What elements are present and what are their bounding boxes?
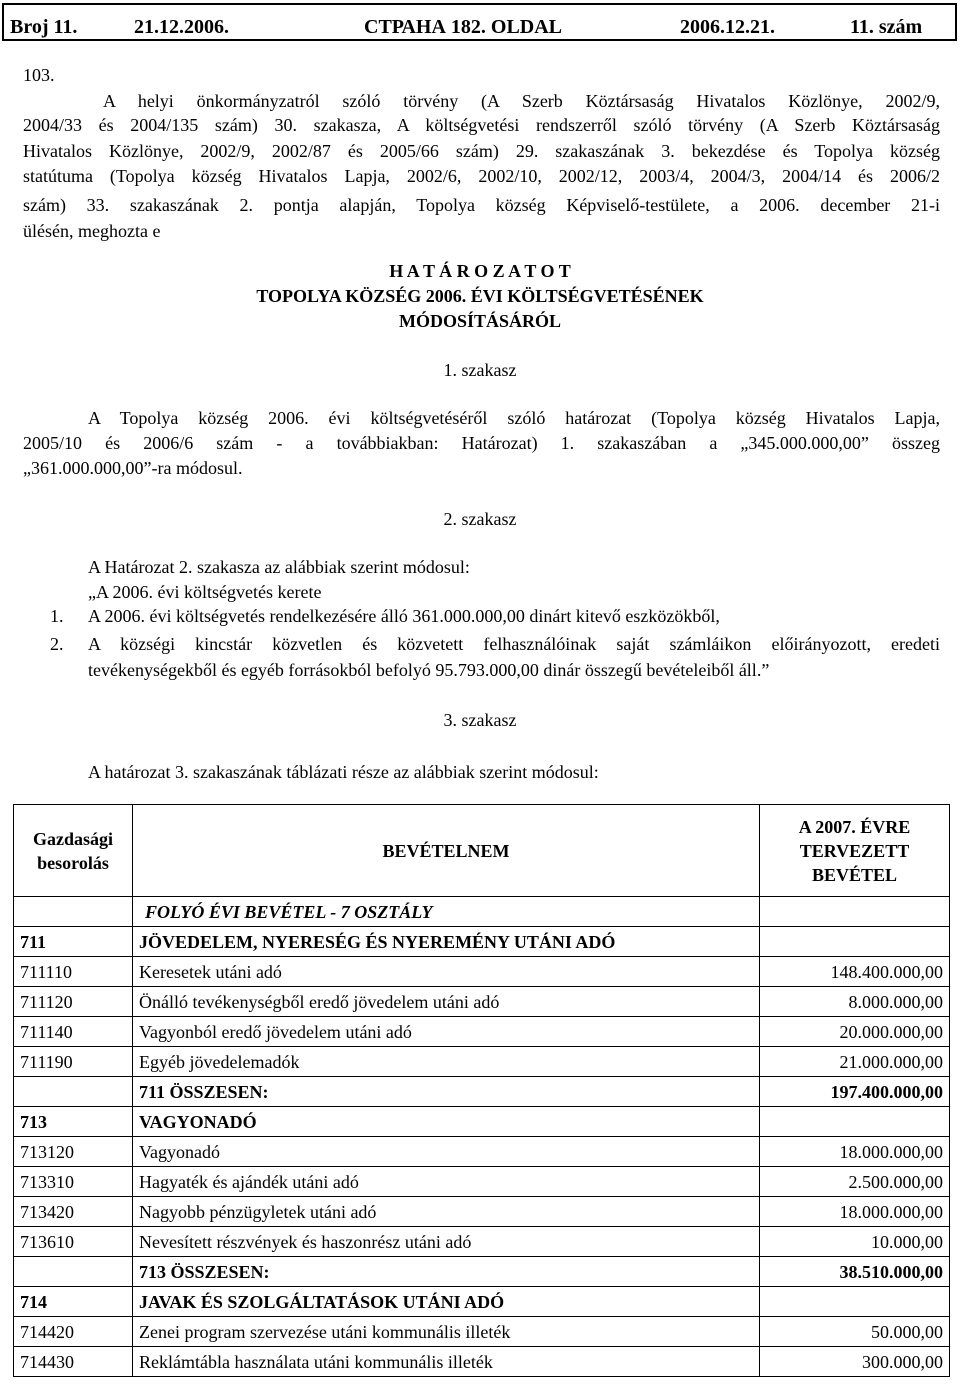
section1-line: A Topolya község 2006. évi költségvetéséről szóló határozat (Topolya község Hivatalos Lapja,: [88, 408, 940, 428]
table-row: [14, 987, 950, 1017]
row-name: JAVAK ÉS SZOLGÁLTATÁSOK UTÁNI ADÓ: [133, 1287, 760, 1317]
table-row: [14, 1197, 950, 1227]
table-row: [14, 1017, 950, 1047]
row-name: Reklámtábla használata utáni kommunális illeték: [133, 1347, 760, 1377]
table-row: [14, 1047, 950, 1077]
section1-line: 2005/10 és 2006/6 szám - a továbbiakban: Határozat) 1. szakaszában a „345.000.000,00” összeg: [23, 433, 940, 453]
header-issue-hu: 11. szám: [850, 16, 923, 38]
header-revenue-type: BEVÉTELNEM: [133, 805, 760, 897]
row-code: 713420: [14, 1197, 133, 1227]
row-code: 713: [14, 1107, 133, 1137]
row-code: 713610: [14, 1227, 133, 1257]
row-code: [14, 1257, 133, 1287]
row-name: Vagyonból eredő jövedelem utáni adó: [133, 1017, 760, 1047]
header-classification: Gazdasági besorolás: [14, 805, 133, 897]
row-amount: [760, 1287, 950, 1317]
table-row: [14, 1167, 950, 1197]
row-amount: 21.000.000,00: [760, 1047, 950, 1077]
section2-line: „A 2006. évi költségvetés kerete: [88, 582, 322, 602]
row-amount: 18.000.000,00: [760, 1197, 950, 1227]
row-code: 711120: [14, 987, 133, 1017]
row-name: 711 ÖSSZESEN:: [133, 1077, 760, 1107]
row-name: Nevesített részvények és haszonrész utáni adó: [133, 1227, 760, 1257]
row-amount: 2.500.000,00: [760, 1167, 950, 1197]
row-code: 713120: [14, 1137, 133, 1167]
intro-line: statútuma (Topolya község Hivatalos Lapja, 2002/6, 2002/10, 2002/12, 2003/4, 2004/3, 2004/14 és 2006/2: [23, 166, 940, 186]
resolution-title: H A T Á R O Z A T O T: [389, 261, 571, 281]
table-row: [14, 1077, 950, 1107]
table-row: [14, 1317, 950, 1347]
table-row: [14, 1347, 950, 1377]
row-amount: 20.000.000,00: [760, 1017, 950, 1047]
row-code: 714420: [14, 1317, 133, 1347]
header-issue-sr: Broj 11.: [10, 16, 78, 38]
header-date-hu: 2006.12.21.: [680, 16, 775, 38]
document-number: 103.: [23, 65, 55, 85]
intro-line: 2004/33 és 2004/135 szám) 30. szakasza, A költségvetési rendszerről szóló törvény (A Szerb Köztársaság: [23, 115, 940, 135]
row-code: [14, 1077, 133, 1107]
row-amount: 18.000.000,00: [760, 1137, 950, 1167]
page-header: [2, 3, 957, 41]
row-code: 711110: [14, 957, 133, 987]
row-code: 711190: [14, 1047, 133, 1077]
row-name: Vagyonadó: [133, 1137, 760, 1167]
list-item: tevékenységekből és egyéb forrásokból befolyó 95.793.000,00 dinár összegű bevételeiből áll.”: [88, 660, 770, 680]
row-amount: 300.000,00: [760, 1347, 950, 1377]
row-name: JÖVEDELEM, NYERESÉG ÉS NYEREMÉNY UTÁNI ADÓ: [133, 927, 760, 957]
row-amount: 8.000.000,00: [760, 987, 950, 1017]
row-name: VAGYONADÓ: [133, 1107, 760, 1137]
list-item-number: 1.: [50, 606, 64, 626]
section-heading: 2. szakasz: [443, 509, 517, 529]
row-amount: 197.400.000,00: [760, 1077, 950, 1107]
row-code: 714: [14, 1287, 133, 1317]
table-row: [14, 1287, 950, 1317]
row-name: 713 ÖSSZESEN:: [133, 1257, 760, 1287]
row-name: Keresetek utáni adó: [133, 957, 760, 987]
section2-line: A Határozat 2. szakasza az alábbiak szerint módosul:: [88, 557, 470, 577]
table-row: [14, 1257, 950, 1287]
table-row: [14, 957, 950, 987]
row-code: 714430: [14, 1347, 133, 1377]
row-amount: 148.400.000,00: [760, 957, 950, 987]
section-heading: 3. szakasz: [443, 710, 517, 730]
row-code: 711140: [14, 1017, 133, 1047]
row-amount: 50.000,00: [760, 1317, 950, 1347]
section1-line: „361.000.000,00”-ra módosul.: [23, 458, 243, 478]
row-name: Hagyaték és ajándék utáni adó: [133, 1167, 760, 1197]
intro-line: Hivatalos Közlönye, 2002/9, 2002/87 és 2005/66 szám) 29. szakaszának 3. bekezdése és Topolya község: [23, 141, 940, 161]
list-item: A községi kincstár közvetlen és közvetett felhasználóinak saját számláikon előirányozott, eredeti: [88, 634, 940, 654]
intro-line: A helyi önkormányzatról szóló törvény (A Szerb Köztársaság Hivatalos Közlönye, 2002/9,: [103, 91, 940, 111]
current-year-revenue-label: FOLYÓ ÉVI BEVÉTEL - 7 OSZTÁLY: [133, 897, 760, 927]
header-planned-revenue: A 2007. ÉVRE TERVEZETT BEVÉTEL: [760, 805, 950, 897]
table-body: [14, 927, 950, 1377]
revenue-table: [13, 804, 950, 1377]
resolution-subtitle: TOPOLYA KÖZSÉG 2006. ÉVI KÖLTSÉGVETÉSÉNEK: [256, 286, 704, 306]
row-name: Önálló tevékenységből eredő jövedelem utáni adó: [133, 987, 760, 1017]
list-item-number: 2.: [50, 634, 64, 654]
row-name: Egyéb jövedelemadók: [133, 1047, 760, 1077]
table-subheader-row: [14, 897, 950, 927]
table-header-row: [14, 805, 950, 897]
table-row: [14, 1137, 950, 1167]
row-code: 711: [14, 927, 133, 957]
row-amount: 10.000,00: [760, 1227, 950, 1257]
row-amount: [760, 927, 950, 957]
table-row: [14, 1107, 950, 1137]
intro-line: szám) 33. szakaszának 2. pontja alapján, Topolya község Képviselő-testülete, a 2006. december 21-i: [23, 195, 940, 215]
intro-line: ülésén, meghozta e: [23, 221, 161, 241]
table-row: [14, 927, 950, 957]
header-date-sr: 21.12.2006.: [134, 16, 229, 38]
section-heading: 1. szakasz: [443, 360, 517, 380]
header-page: СТРАНА 182. OLDAL: [364, 16, 563, 38]
resolution-subtitle: MÓDOSÍTÁSÁRÓL: [398, 311, 562, 331]
row-code: 713310: [14, 1167, 133, 1197]
list-item: A 2006. évi költségvetés rendelkezésére álló 361.000.000,00 dinárt kitevő eszközökből,: [88, 606, 720, 626]
row-name: Zenei program szervezése utáni kommunális illeték: [133, 1317, 760, 1347]
table-row: [14, 1227, 950, 1257]
row-amount: [760, 1107, 950, 1137]
section3-line: A határozat 3. szakaszának táblázati része az alábbiak szerint módosul:: [88, 762, 599, 782]
row-amount: 38.510.000,00: [760, 1257, 950, 1287]
row-name: Nagyobb pénzügyletek utáni adó: [133, 1197, 760, 1227]
